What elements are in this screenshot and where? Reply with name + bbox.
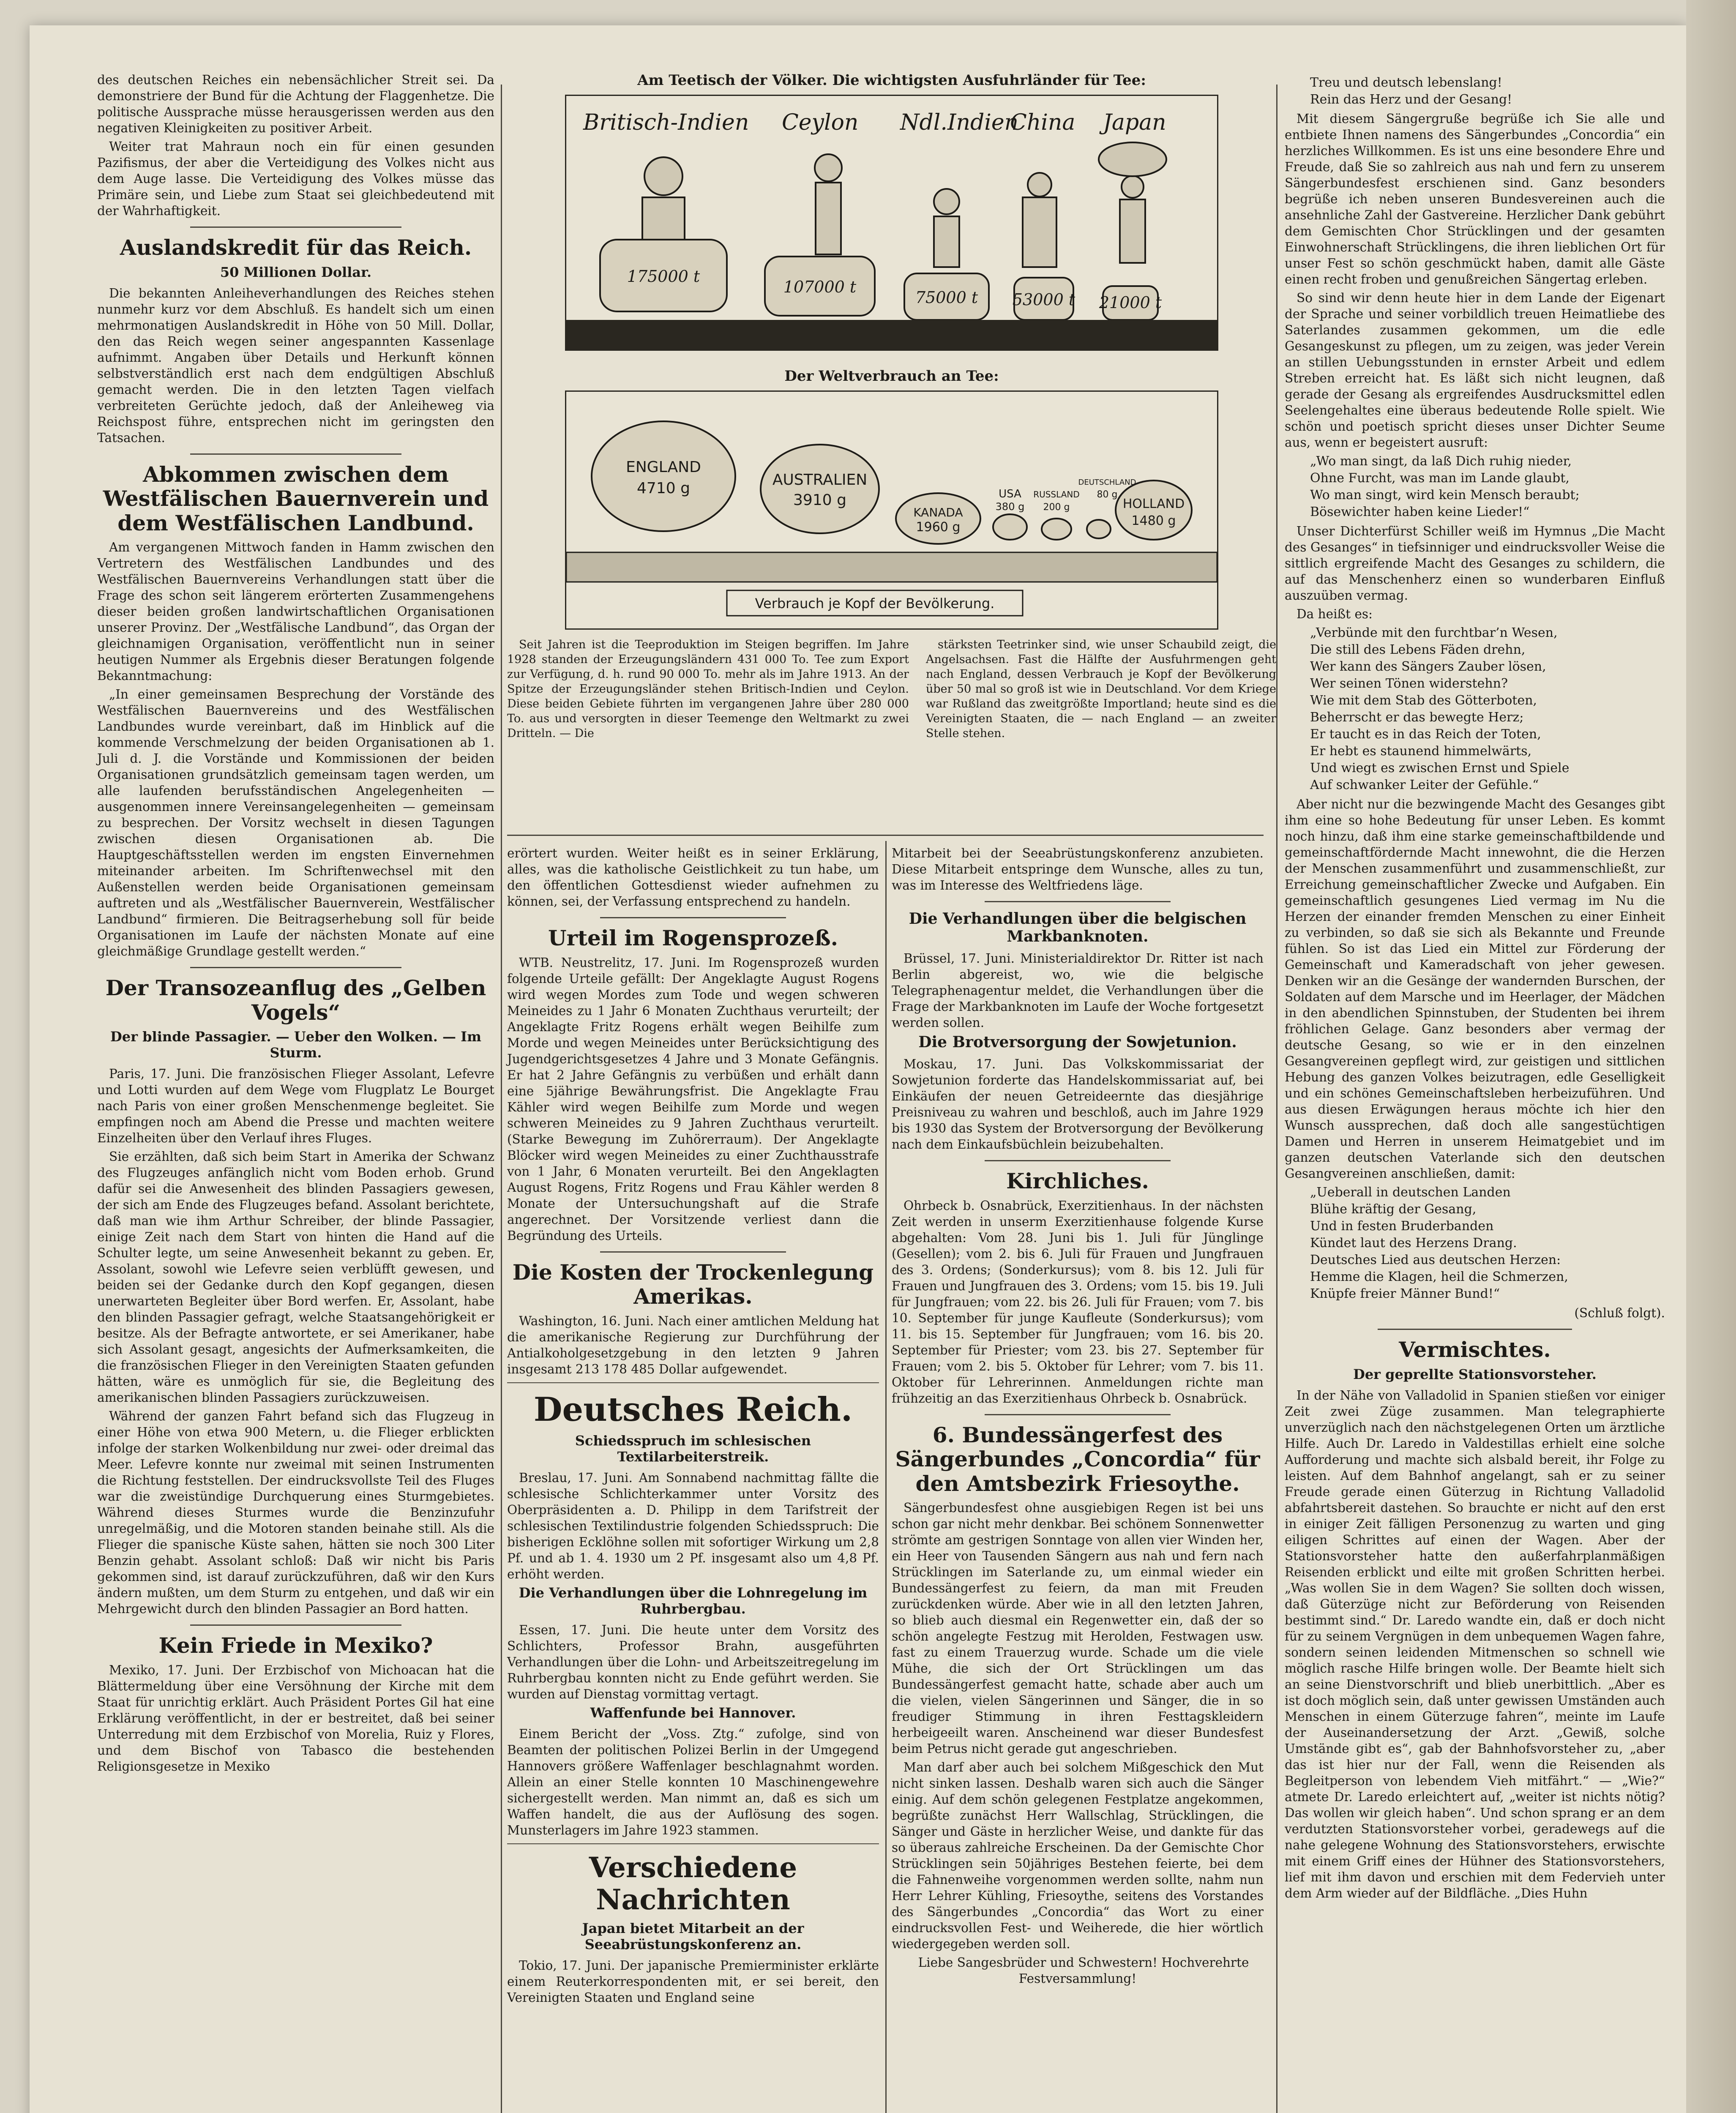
separator <box>600 917 786 918</box>
poem-line: Knüpfe freier Männer Bund!“ <box>1310 1286 1500 1301</box>
figure-head-icon <box>1122 176 1144 198</box>
column-rule <box>1276 85 1277 2113</box>
separator <box>507 1382 879 1383</box>
headline: Kirchliches. <box>1006 1168 1149 1193</box>
article-text: erörtert wurden. Weiter heißt es in seiner Erklärung, alles, was die katholische Geistlichkeit zu tun habe, um den öffentlichen Gottesdienst wieder aufnehmen zu können, sei, der Verfassung entsprechend zu handeln. <box>507 846 879 909</box>
teacup-icon <box>993 514 1027 540</box>
article-text: Mit diesem Sängergruße begrüße ich Sie alle und entbiete Ihnen namens des Sängerbundes „Concordia“ ein herzliches Willkommen. Es ist uns eine besondere Ehre und Freude, daß Sie so zahlreich aus nah und fern zu unserem Sängerbundesfest erschienen sind. Ganz besonders begrüße ich neben unseren Bundesvereinen auch die ansehnliche Zahl der Gastvereine. Herzlicher Dank gebührt dem Gemischten Chor Strücklingen und der gesamten Einwohnerschaft Strücklingens, die ihren lieblichen Ort für unser Fest so schön geschmückt haben, damit alle Gäste einen recht froben und genußreichen Sängertag erleben. <box>1285 112 1665 287</box>
separator <box>600 1251 786 1253</box>
subheadline: Der geprellte Stationsvorsteher. <box>1353 1366 1597 1382</box>
article-text: WTB. Neustrelitz, 17. Juni. Im Rogensprozeß wurden folgende Urteile gefällt: Der Angeklagte August Rogens wird wegen Mordes zum Tode und wegen schweren Meineides zu 1 Jahr 6 Monaten Zuchthaus verurteilt; der Angeklagte Fritz Rogens erhält wegen Beihilfe zum Morde und wegen Meineides unter Berücksichtigung des Jugendgerichtsgesetzes 4 Jahre und 3 Monate Gefängnis. Er hat 2 Jahre Gefängnis zu verbüßen und erhält dann eine 5jährige Bewährungsfrist. Die Angeklagte Frau Kähler wird wegen Beihilfe zum Morde und wegen schweren Meineides zu 9 Jahren Zuchthaus verurteilt. (Starke Bewegung im Zuhörerraum). Der Angeklagte Blöcker wird wegen Meineides zu einer Zuchthausstrafe von 1 Jahr, 6 Monaten verurteilt. Bei den Angeklagten August Rogens, Fritz Rogens und Frau Kähler werden 8 Monate der Untersuchungshaft auf die Strafe angerechnet. Der Vorsitzende verliest dann die Begründung des Urteils. <box>507 955 879 1243</box>
parasol-icon <box>1099 142 1166 176</box>
article-text: Tokio, 17. Juni. Der japanische Premierminister erklärte einem Reuterkorrespondenten mit, er sei bereit, den Vereinigten Staaten und England seine <box>507 1958 879 2005</box>
teacup-icon <box>1087 520 1111 538</box>
article-text: Mitarbeit bei der Seeabrüstungskonferenz anzubieten. Diese Mitarbeit entspringe dem Wunsche, alles zu tun, was im Interesse des Weltfriedens läge. <box>892 846 1264 893</box>
teapot-icon <box>761 445 879 533</box>
article-text: Am vergangenen Mittwoch fanden in Hamm zwischen den Vertretern des Westfälischen Landbundes und des Westfälischen Bauernvereins Verhandlungen statt über die Frage des schon seit längerem erörterten Zusammengehens dieser beiden großen landwirtschaftlichen Organisationen unserer Provinz. Der „Westfälische Landbund“, das Organ der gleichnamigen Organisation, veröffentlicht nun in seiner heutigen Nummer als Ergebnis dieser Beratungen folgende Bekanntmachung: <box>97 540 494 683</box>
poem-line: Wer seinen Tönen widerstehn? <box>1310 676 1508 691</box>
article-text: Ohrbeck b. Osnabrück, Exerzitienhaus. In der nächsten Zeit werden in unserm Exerzitienhause folgende Kurse abgehalten: Vom 28. Juni bis 1. Juli für Jünglinge (Gesellen); vom 2. bis 6. Juli für Frauen und Jungfrauen des 3. Ordens; (Sonderkursus); vom 8. bis 12. Juli für Frauen und Jungfrauen des 3. Ordens; vom 15. bis 19. Juli für Jungfrauen; vom 22. bis 26. Juli für Frauen; vom 7. bis 10. September für junge Kaufleute (Sonderkursus); vom 11. bis 15. September für Jungfrauen; vom 16. bis 20. September für Priester; vom 23. bis 27. September für Frauen; vom 2. bis 5. Oktober für Lehrer; vom 7. bis 11. Oktober für Lehrerinnen. Anmeldungen richte man frühzeitig an das Exerzitienhaus Ohrbeck b. Osnabrück. <box>892 1198 1264 1406</box>
separator <box>190 227 401 228</box>
subheadline: Die Verhandlungen über die belgischen Markbanknoten. <box>909 910 1247 945</box>
consumption-table <box>566 552 1217 582</box>
poem-line: Hemme die Klagen, heil die Schmerzen, <box>1310 1269 1568 1284</box>
article-text: Man darf aber auch bei solchem Mißgeschick den Mut nicht sinken lassen. Deshalb waren sich auch die Sänger einig. Auf dem schön gelegenen Festplatze angekommen, begrüßte zunächst Herr Wallschlag, Strücklingen, die Sänger und Gäste in herzlicher Weise, und dankte für das so überaus zahlreiche Erscheinen. Da der Gemischte Chor Strücklingen sein 50jähriges Bestehen feierte, bei dem die Fahnenweihe vorgenommen werden sollte, nahm nun Herr Lehrer Kühling, Friesoythe, seitens des Vorstandes des Sängerbundes „Concordia“ das Wort zu einer eindrucksvollen Fest- und Weiherede, die hier wörtlich wiedergegeben werden soll. <box>892 1760 1264 1951</box>
article-text: Da heißt es: <box>1297 607 1373 621</box>
article-text: Einem Bericht der „Voss. Ztg.“ zufolge, sind von Beamten der politischen Polizei Berlin in der Umgegend Hannovers größere Waffenlager beschlagnahmt worden. Allein an einer Stelle konnten 10 Maschinengewehre sichergestellt werden. Man nimmt an, daß es sich um Waffen handelt, die aus der Auflösung des sogen. Munsterlagers im Jahre 1923 stammen. <box>507 1727 879 1838</box>
country-label: Japan <box>1103 110 1166 135</box>
separator <box>1378 1329 1572 1330</box>
article-text: Weiter trat Mahraun noch ein für einen gesunden Pazifismus, der aber die Verteidigung des Volkes nicht aus dem Auge lasse. Die Verteidigung des Volkes müsse das Primäre sein, und Liebe zum Staat sei gleichbedeutend mit der Wahrhaftigkeit. <box>97 139 494 218</box>
separator <box>507 1843 879 1844</box>
poem-line: Beherrscht er das bewegte Herz; <box>1310 710 1524 725</box>
article-text: Liebe Sangesbrüder und Schwestern! Hochverehrte Festversammlung! <box>918 1955 1249 1986</box>
poem-line: Bösewichter haben keine Lieder!“ <box>1310 505 1530 519</box>
figure-title: Am Teetisch der Völker. Die wichtigsten Ausfuhrländer für Tee: <box>637 72 1146 89</box>
figure-body-icon <box>1120 199 1145 263</box>
column-2 <box>507 845 879 2008</box>
column-rule <box>885 841 887 2113</box>
separator <box>190 453 401 455</box>
figure-head-icon <box>815 154 842 181</box>
headline: Auslandskredit für das Reich. <box>120 235 472 260</box>
figure-head-icon <box>644 157 682 195</box>
poem-line: „Ueberall in deutschen Landen <box>1310 1185 1511 1200</box>
figure-body-icon <box>816 183 841 254</box>
figure-bottom-rule <box>507 835 1264 836</box>
separator <box>985 901 1171 902</box>
article-text: des deutschen Reiches ein nebensächlicher Streit sei. Da demonstriere der Bund für die Achtung der Flaggenhetze. Die politische Aussprache müsse herausgerissen werden aus den negativen Kleinigkeiten zu positiver Arbeit. <box>97 73 494 135</box>
column-1 <box>97 72 494 1777</box>
consumption-value: 1480 g <box>1131 513 1176 528</box>
export-value: 53000 t <box>1012 290 1075 309</box>
consumption-value: 3910 g <box>793 491 846 509</box>
export-shelf <box>566 320 1217 349</box>
article-text: Washington, 16. Juni. Nach einer amtlichen Meldung hat die amerikanische Regierung zur Durchführung der Antialkoholgesetzgebung in den letzten 9 Jahren insgesamt 213 178 485 Dollar aufgewendet. <box>507 1313 879 1376</box>
separator <box>985 1160 1171 1161</box>
poem-line: Er hebt es staunend himmelwärts, <box>1310 744 1532 759</box>
headline: Die Kosten der Trockenlegung Amerikas. <box>512 1259 874 1309</box>
headline: Der Transozeanflug des „Gelben Vogels“ <box>105 975 486 1025</box>
article-text: In der Nähe von Valladolid in Spanien stießen vor einiger Zeit zwei Züge zusammen. Man telegraphierte unverzüglich nach den nächstgelegenen Orten um ärztliche Hilfe. Auch Dr. Laredo in Valdestillas erhielt eine solche Aufforderung und machte sich alsbald bereit, ihr Folge zu leisten. Auf dem Bahnhof angelangt, sah er zu seiner Freude gerade einen Güterzug in Richtung Valladolid abfahrtsbereit dastehen. So brauchte er nicht auf den erst in einiger Zeit fälligen Personenzug zu warten und ging eiligen Schrittes auf einen der Wagen. Aber der Stationsvorsteher hatte den außerfahrplanmäßigen Reisenden erblickt und eilte mit großen Schritten herbei. „Was wollen Sie in dem Wagen? Sie sollten doch wissen, daß Güterzüge nicht zur Beförderung von Reisenden bestimmt sind.“ Dr. Laredo wandte ein, daß er doch nicht für zu seinem Vergnügen in dem unbequemen Wagen fahre, sondern seinen leidenden Mitmenschen so schnell wie möglich rasche Hilfe bringen wolle. Der Beamte hielt sich an seine Dienstvorschrift und blieb unerbittlich. „Aber es ist doch möglich sein, daß unter gewissen Umständen auch Menschen in einem Güterzuge fahren“, meinte im Laufe der Auseinandersetzung der Arzt. „Gewiß, solche Umstände gibt es“, gab der Bahnhofsvorsteher zu, „aber das ist hier nur der Fall, wenn die Reisenden als Begleitperson von lebendem Vieh mitfährt.“ — „Wie?“ atmete Dr. Laredo erleichtert auf, „weiter ist nichts nötig? Das wollen wir gleich haben“. Und schon sprang er an dem verdutzten Stationsvorsteher vorbei, geradewegs auf die nahe gelegene Wohnung des Stationsvorstehers, erwischte mit einem Griff eines der Hühner des Stationsvorstehers, lief mit ihm davon und erschien mit dem Federvieh unter dem Arm wieder auf der Bildfläche. „Dies Huhn <box>1285 1388 1665 1900</box>
caption-text: stärksten Teetrinker sind, wie unser Schaubild zeigt, die Angelsachsen. Fast die Hälfte der Ausfuhrmengen geht nach England, dessen Verbrauch je Kopf der Bevölkerung über 50 mal so groß ist wie in Deutschland. Vor dem Kriege war Rußland das zweitgrößte Importland; heute sind es die Vereinigten Staaten, die — nach England — an zweiter Stelle stehen. <box>925 638 1276 740</box>
country-label: Britisch-Indien <box>583 110 749 135</box>
figure-head-icon <box>1028 173 1051 197</box>
poem-line: Auf schwanker Leiter der Gefühle.“ <box>1310 778 1539 792</box>
separator <box>190 967 401 968</box>
country-label: Ceylon <box>782 110 859 135</box>
article-text: Mexiko, 17. Juni. Der Erzbischof von Michoacan hat die Blättermeldung über eine Versöhnung der Kirche mit dem Staat für unrichtig erklärt. Auch Präsident Portes Gil hat eine Erklärung veröffentlicht, in der er bestreitet, daß bei seiner Unterredung mit dem Erzbischof von Morelia, Ruiz y Flores, und dem Bischof von Tabasco die bestehenden Religionsgesetze in Mexiko <box>97 1663 494 1774</box>
figure-body-icon <box>934 216 959 267</box>
poem-line: Treu und deutsch lebenslang! <box>1310 75 1502 90</box>
figure-title: Der Weltverbrauch an Tee: <box>784 368 999 385</box>
article-text: So sind wir denn heute hier in dem Lande der Eigenart der Sprache und seiner vorbildlich treuen Heimatliebe des Saterlandes zusammen gekommen, um die edle Gesangeskunst zu pflegen, um zu zeigen, was jeder Verein an stillen Uebungsstunden in ernster Arbeit und edlem Streben erreicht hat. Es läßt sich nicht leugnen, daß gerade der Gesang als ergreifendes Ausdrucksmittel edlen Seelengehaltes eine überaus bedeutende Rolle spielt. Wie schön und poetisch spricht dieses unser Dichter Seume aus, wenn er begeistert ausruft: <box>1285 291 1665 450</box>
article-text: Sie erzählten, daß sich beim Start in Amerika der Schwanz des Flugzeuges anfänglich nicht vom Boden erhob. Grund dafür sei die Anwesenheit des blinden Passagiers gewesen, der sich am Ende des Flugzeuges befand. Assolant berichtete, daß man wie ihm Arthur Schreiber, der blinde Passagier, einige Zeit nach dem Start von hinten die Hand auf die Schulter legte, um seine Anwesenheit bekannt zu geben. Er, Assolant, sowohl wie Lefevre seien verblüfft gewesen, und beiden sei der Gedanke durch den Kopf gegangen, diesen unerwarteten Begleiter über Bord werfen. Er, Assolant, habe den blinden Passagier gefragt, welche Staatsangehörigkeit er besitze. Als der Befragte antwortete, er sei Amerikaner, habe sich Assolant gesagt, angesichts der Aufmerksamkeiten, die die französischen Flieger in den Vereinigten Staaten gefunden hätten, wäre es unmöglich für sie, die Begleitung des amerikanischen blinden Passagiers zurückzuweisen. <box>97 1149 494 1405</box>
subheadline: Schiedsspruch im schlesischen Textilarbeiterstreik. <box>575 1433 811 1465</box>
consumption-value: 80 g <box>1097 489 1118 500</box>
article-text: Brüssel, 17. Juni. Ministerialdirektor Dr. Ritter ist nach Berlin abgereist, wo, wie die belgische Telegraphenagentur meldet, die Verhandlungen über die Frage der Markbanknoten im Laufe der Woche fortgesetzt werden sollen. <box>892 951 1264 1030</box>
consumption-value: 4710 g <box>637 480 690 497</box>
article-text: Aber nicht nur die bezwingende Macht des Gesanges gibt ihm eine so hohe Bedeutung für unser Leben. Es kommt noch hinzu, daß ihm eine starke gemeinschaftbildende und gemeinschaftfördernde Macht innewohnt, die die Herzen der Menschen zusammenführt und zusammenschließt, zur Erreichung gemeinschaftlicher Zwecke und Aufgaben. Ein gemeinschaftlich gesungenes Lied vermag im Nu die Herzen der einander fremden Menschen zu einer Einheit zu verbinden, so daß sie sich als Bekannte und Freunde fühlen. So ist das Lied ein Mittel zur Förderung der Gemeinschaft und Kameradschaft von jeher gewesen. Denken wir an die Gesänge der wandernden Burschen, der Soldaten auf dem Marsche und im Heerlager, der Mädchen in den abendlichen Spinnstuben, der Studenten bei ihrem fröhlichen Gelage. Ganz besonders aber vermag der deutsche Gesang, so wie er in den einzelnen Gesangvereinen gepflegt wird, zur geistigen und sittlichen Hebung des ganzen Volkes beizutragen, edle Geselligkeit und ein schönes Gemeinschaftsleben herbeizuführen. Und aus diesen Erwägungen heraus möchte ich hier den Wunsch aussprechen, daß doch alle sangestüchtigen Damen und Herren in unserem Heimatgebiet und im ganzen deutschen Vaterlande sich den deutschen Gesangvereinen anschließen, damit: <box>1285 797 1665 1181</box>
headline: Abkommen zwischen dem Westfälischen Bauernverein und dem Westfälischen Landbund. <box>103 461 489 535</box>
article-text: Unser Dichterfürst Schiller weiß im Hymnus „Die Macht des Gesanges“ in tiefsinniger und eindrucksvoller Weise die sittlich ergreifende Macht des Gesanges zu schildern, die auf das Menschenherz einen so wunderbaren Einfluß auszuüben vermag. <box>1285 524 1665 603</box>
headline: Urteil im Rogensprozeß. <box>548 925 838 950</box>
subheadline: Die Brotversorgung der Sowjetunion. <box>918 1033 1237 1051</box>
export-value: 75000 t <box>915 288 978 307</box>
figure-head-icon <box>934 189 959 214</box>
consumption-country: HOLLAND <box>1122 497 1185 511</box>
article-text: Paris, 17. Juni. Die französischen Flieger Assolant, Lefevre und Lotti wurden auf dem Wege vom Flugplatz Le Bourget nach Paris von einer großen Menschenmenge begleitet. Sie empfingen noch am Abend die Presse und machten weitere Einzelheiten über den Verlauf ihres Fluges. <box>97 1067 494 1145</box>
subheadline: Die Verhandlungen über die Lohnregelung im Ruhrbergbau. <box>519 1585 868 1617</box>
article-text: Essen, 17. Juni. Die heute unter dem Vorsitz des Schlichters, Professor Brahn, ausgeführten Verhandlungen über die Lohn- und Arbeitszeitregelung im Ruhrbergbau konnten nicht zu Ende geführt werden. Sie wurden auf Dienstag vormittag vertagt. <box>507 1623 879 1702</box>
consumption-value: 1960 g <box>916 520 961 535</box>
article-text: Die bekannten Anleiheverhandlungen des Reiches stehen nunmehr kurz vor dem Abschluß. Es handelt sich um einen mehrmonatigen Auslandskredit in Höhe von 50 Mill. Dollar, den das Reich wegen seiner angespannten Kassenlage aufnimmt. Angaben über Details und Herkunft können selbstverständlich erst nach dem endgültigen Abschluß gemacht werden. Die in den letzten Tagen vielfach verbreiteten Gerüchte jedoch, daß der Anleiheweg via Reichspost führe, entsprechen nicht im geringsten den Tatsachen. <box>97 286 494 445</box>
consumption-value: 380 g <box>995 501 1025 513</box>
column-rule <box>501 85 502 2113</box>
poem-line: Ohne Furcht, was man im Lande glaubt, <box>1310 471 1569 486</box>
export-illustration-svg <box>566 96 1217 349</box>
headline: 6. Bundessängerfest des Sängerbundes „Concordia“ für den Amtsbezirk Friesoythe. <box>895 1422 1260 1496</box>
column-4 <box>1285 72 1665 1904</box>
article-text: Sängerbundesfest ohne ausgiebigen Regen ist bei uns schon gar nicht mehr denkbar. Bei schönem Sonnenwetter strömte am gestrigen Sonntage von allen vier Winden her, ein Heer von Tausenden Sängern aus nah und fern nach Strücklingen im Saterlande zu, um einmal wieder ein Bundessängerfest zu feiern, da man mit Freuden zurückdenken würde. Aber wie in all den letzten Jahren, so blieb auch diesmal ein Regenwetter ein, daß der so schön angelegte Festzug mit Herolden, Festwagen usw. fast zu einem Trauerzug wurde. Schade um die viele Mühe, die sich der Ort Strücklingen um das Bundessängerfest gemacht hatte, schade aber auch um die vielen, vielen Sängerinnen und Sänger, die in so freudiger Stimmung in ihren Festtagskleidern herbeigeeilt waren. Anscheinend war dieser Bundesfest beim Petrus nicht gerade gut angeschrieben. <box>892 1501 1264 1756</box>
poem-line: Wo man singt, wird kein Mensch beraubt; <box>1310 488 1580 502</box>
poem-line: Und in festen Bruderbanden <box>1310 1219 1494 1234</box>
separator <box>190 1624 401 1626</box>
figure-body-icon <box>1023 197 1056 267</box>
subheadline: Der blinde Passagier. — Ueber den Wolken. — Im Sturm. <box>110 1029 481 1061</box>
separator <box>985 1414 1171 1415</box>
headline: Vermischtes. <box>1399 1337 1551 1362</box>
article-text: Während der ganzen Fahrt befand sich das Flugzeug in einer Höhe von etwa 900 Metern, u. die Flieger erblickten infolge der starken Wolkenbildung nur zwei- oder dreimal das Meer. Lefevre konnte nur zweimal mit seinen Instrumenten die Richtung feststellen. Der eindrucksvollste Teil des Fluges war die zweistündige Durchquerung eines Sturmgebietes. Während dieses Sturmes wurde die Benzinzufuhr unregelmäßig, und die Motoren standen beinahe still. Als die Flieger die spanische Küste sahen, hätten sie noch 300 Liter Benzin gehabt. Assolant schloß: Daß wir nicht bis Paris gekommen sind, ist darauf zurückzuführen, daß wir den Kurs ändern mußten, um dem Sturm zu entgehen, und daß wir ein Mehrgewicht durch den blinden Passagier an Bord hatten. <box>97 1409 494 1616</box>
consumption-country: DEUTSCHLAND <box>1078 478 1136 487</box>
poem-line: Wie mit dem Stab des Götterboten, <box>1310 693 1537 708</box>
tea-infographic <box>507 72 1276 743</box>
consumption-country: USA <box>999 488 1021 500</box>
subheadline: Japan bietet Mitarbeit an der Seeabrüstungskonferenz an. <box>582 1920 804 1952</box>
country-label: China <box>1010 110 1075 135</box>
poem-line: Wer kann des Sängers Zauber lösen, <box>1310 659 1546 674</box>
teacup-icon <box>1042 519 1071 540</box>
poem-line: Kündet laut des Herzens Drang. <box>1310 1236 1517 1250</box>
tea-consumption-illustration <box>565 390 1218 630</box>
poem-line: Er taucht es in das Reich der Toten, <box>1310 727 1541 742</box>
table-label: Verbrauch je Kopf der Bevölkerung. <box>755 595 995 612</box>
consumption-country: ENGLAND <box>626 459 701 476</box>
article-text: „In einer gemeinsamen Besprechung der Vorstände des Westfälischen Bauernvereins und des Westfälischen Landbundes wurde vereinbart, daß im Hinblick auf die kommende Verschmelzung der beiden Organisationen ab 1. Juli d. J. die Vorstände und Kommissionen der beiden Organisationen grundsätzlich gemeinsam tagen werden, um alle laufenden berufsständischen Angelegenheiten — ausgenommen innere Vereinsangelegenheiten — gemeinsam zu besprechen. Der Vorsitz wechselt in diesen Tagungen zwischen diesen Organisationen ab. Die Hauptgeschäftsstellen werden im engsten Einvernehmen miteinander arbeiten. Im Schriftenwechsel mit den Außenstellen werden beide Organisationen gemeinsam auftreten und als „Westfälischer Bauernverein, Westfälischer Landbund“ firmieren. Die Beitragserhebung soll für beide Organisationen im Laufe der nächsten Monate auf eine gleichmäßige Grundlage gestellt werden.“ <box>97 687 494 958</box>
poem <box>1310 625 1665 794</box>
country-label: Ndl.Indien <box>900 110 1019 135</box>
export-value: 107000 t <box>783 278 857 296</box>
poem <box>1310 1184 1665 1302</box>
consumption-value: 200 g <box>1043 502 1070 513</box>
tea-export-illustration <box>565 95 1218 351</box>
article-text: Moskau, 17. Juni. Das Volkskommissariat der Sowjetunion forderte das Handelskommissariat auf, bei Einkäufen der neuen Getreideernte das diesjährige Preisniveau zu wahren und beschloß, auch im Jahre 1929 bis 1930 das System der Brotversorgung der Bevölkerung nach dem Einkaufsbüchlein beizubehalten. <box>892 1057 1264 1152</box>
consumption-country: AUSTRALIEN <box>772 471 868 489</box>
poem-line: Deutsches Lied aus deutschen Herzen: <box>1310 1253 1561 1267</box>
consumption-country: RUSSLAND <box>1033 489 1080 500</box>
export-value: 175000 t <box>627 267 700 286</box>
section-headline: Verschiedene Nachrichten <box>589 1851 797 1916</box>
subheadline: Waffenfunde bei Hannover. <box>590 1705 796 1721</box>
poem-line: „Verbünde mit den furchtbar’n Wesen, <box>1310 625 1558 640</box>
poem-line: Blühe kräftig der Gesang, <box>1310 1202 1477 1217</box>
export-value: 21000 t <box>1099 293 1162 312</box>
poem-line: „Wo man singt, da laß Dich ruhig nieder, <box>1310 454 1572 469</box>
figure-caption <box>507 637 1276 743</box>
poem-line: Die still des Lebens Fäden drehn, <box>1310 642 1526 657</box>
poem-line: Und wiegt es zwischen Ernst und Spiele <box>1310 761 1569 775</box>
subheadline: 50 Millionen Dollar. <box>220 264 372 280</box>
consumption-country: KANADA <box>913 505 963 519</box>
headline: Kein Friede in Mexiko? <box>158 1633 433 1658</box>
column-3 <box>892 845 1264 1989</box>
article-text: Breslau, 17. Juni. Am Sonnabend nachmittag fällte die schlesische Schlichterkammer unter Vorsitz des Oberpräsidenten a. D. Philipp in dem Tarifstreit der schlesischen Textilindustrie folgenden Schiedsspruch: Die bisherigen Ecklöhne sollen mit sofortiger Wirkung um 2,8 Pf. und ab 1. 4. 1930 um 2 Pf. insgesamt also um 4,8 Pf. erhöht werden. <box>507 1471 879 1582</box>
poem <box>1310 74 1665 108</box>
caption-text: Seit Jahren ist die Teeproduktion im Steigen begriffen. Im Jahre 1928 standen der Erzeugungsländern 431 000 To. Tee zum Export zur Verfügung, d. h. rund 90 000 To. mehr als im Jahre 1913. An der Spitze der Erzeugungsländer stehen Britisch-Indien und Ceylon. Diese beiden Gebiete führten im vergangenen Jahre über 280 000 To. aus und versorgten in dieser Teemenge den Weltmarkt zu zwei Dritteln. — Die <box>507 638 909 740</box>
book-spine <box>1686 0 1736 2113</box>
poem <box>1310 453 1665 521</box>
poem-line: Rein das Herz und der Gesang! <box>1310 92 1512 107</box>
consumption-illustration-svg <box>566 392 1217 628</box>
continuation-note: (Schluß folgt). <box>1574 1306 1665 1320</box>
section-headline: Deutsches Reich. <box>533 1390 853 1429</box>
teapot-icon <box>592 421 735 531</box>
